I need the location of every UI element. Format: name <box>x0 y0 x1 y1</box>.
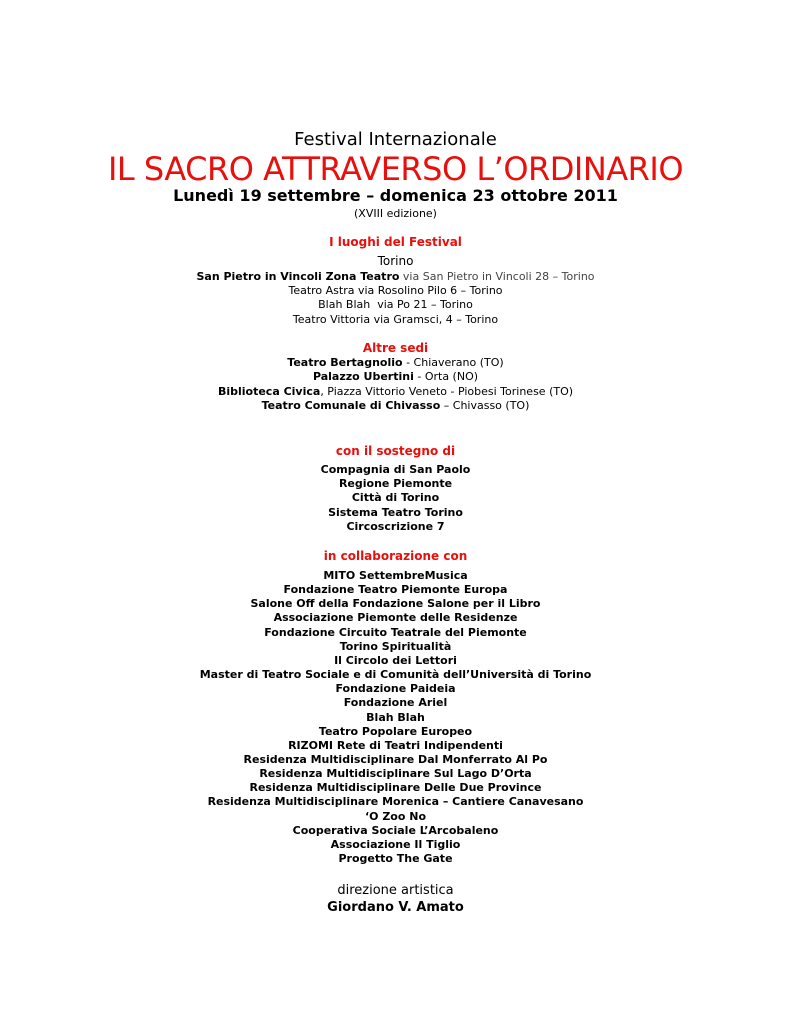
list-item: Fondazione Circuito Teatrale del Piemonte <box>264 625 527 639</box>
venue-address: – Chivasso (TO) <box>440 399 530 412</box>
list-item: Associazione Piemonte delle Residenze <box>273 611 518 625</box>
other-venues-heading: Altre sedi <box>362 341 429 355</box>
list-item: Fondazione Ariel <box>343 696 448 710</box>
list-item: Residenza Multidisciplinare Dal Monferrato Al Po <box>243 752 548 766</box>
venue-address: via Gramsci, 4 – Torino <box>370 313 499 326</box>
venue-line <box>0 299 791 310</box>
venue-address: via Po 21 – Torino <box>370 298 473 311</box>
support-heading: con il sostegno di <box>335 444 456 458</box>
direction-name: Giordano V. Amato <box>327 900 464 915</box>
venue-address: , Piazza Vittorio Veneto - Piobesi Torinese (TO) <box>320 385 574 398</box>
list-item: Blah Blah <box>366 710 425 724</box>
list-item: Residenza Multidisciplinare Sul Lago D’Orta <box>259 767 532 781</box>
list-item: Progetto The Gate <box>338 852 453 865</box>
venue-name: Biblioteca Civica <box>217 385 321 398</box>
list-item: Regione Piemonte <box>338 477 453 491</box>
venue-name: Palazzo Ubertini <box>312 370 414 383</box>
venue-name: Teatro Bertagnolio <box>287 356 403 369</box>
collaboration-heading: in collaborazione con <box>323 549 468 563</box>
venue-address: - Orta (NO) <box>413 370 479 383</box>
venue-name: Teatro Vittoria <box>292 313 371 326</box>
list-item: Compagnia di San Paolo <box>320 463 471 476</box>
venue-name: Teatro Astra <box>288 284 355 297</box>
list-item: Cooperativa Sociale L’Arcobaleno <box>292 823 499 837</box>
venue-address: via San Pietro in Vincoli 28 – Torino <box>399 270 595 283</box>
festival-title: IL SACRO ATTRAVERSO L’ORDINARIO <box>107 150 684 188</box>
venues-heading: I luoghi del Festival <box>329 235 462 249</box>
venue-name: Blah Blah <box>318 298 371 311</box>
list-item: ‘O Zoo No <box>364 809 427 823</box>
other-venue-line <box>0 400 791 411</box>
venue-name: San Pietro in Vincoli Zona Teatro <box>196 270 400 283</box>
venue-line <box>0 285 791 296</box>
list-item: Il Circolo dei Lettori <box>334 653 457 667</box>
venues-city: Torino <box>377 254 414 268</box>
list-item: Città di Torino <box>351 491 440 505</box>
list-item: Fondazione Teatro Piemonte Europa <box>283 583 508 597</box>
other-venue-line <box>0 357 791 368</box>
list-item: Residenza Multidisciplinare Delle Due Province <box>249 781 542 795</box>
edition-note: (XVIII edizione) <box>354 207 437 220</box>
list-item: Fondazione Paideia <box>335 682 456 696</box>
list-item: Teatro Popolare Europeo <box>318 724 473 738</box>
list-item: Residenza Multidisciplinare Morenica – Cantiere Canavesano <box>207 795 584 809</box>
venue-name: Teatro Comunale di Chivasso <box>261 399 441 412</box>
venue-address: - Chiaverano (TO) <box>402 356 504 369</box>
list-item: Sistema Teatro Torino <box>328 505 463 519</box>
list-item: Master di Teatro Sociale e di Comunità dell’Università di Torino <box>199 668 592 682</box>
other-venue-line <box>0 371 791 382</box>
festival-dates: Lunedì 19 settembre – domenica 23 ottobre 2011 <box>173 186 618 205</box>
list-item: MITO SettembreMusica <box>323 569 468 582</box>
venue-line <box>0 271 791 282</box>
direction-label: direzione artistica <box>337 883 454 898</box>
list-item: Circoscrizione 7 <box>346 519 445 533</box>
list-item: Associazione Il Tiglio <box>330 837 461 851</box>
list-item: Salone Off della Fondazione Salone per il Libro <box>250 597 541 611</box>
festival-subtitle: Festival Internazionale <box>294 129 497 150</box>
other-venue-line <box>0 386 791 397</box>
venue-address: via Rosolino Pilo 6 – Torino <box>354 284 503 297</box>
venue-line <box>0 314 791 325</box>
list-item: Torino Spiritualità <box>339 639 452 653</box>
list-item: RIZOMI Rete di Teatri Indipendenti <box>288 738 503 752</box>
